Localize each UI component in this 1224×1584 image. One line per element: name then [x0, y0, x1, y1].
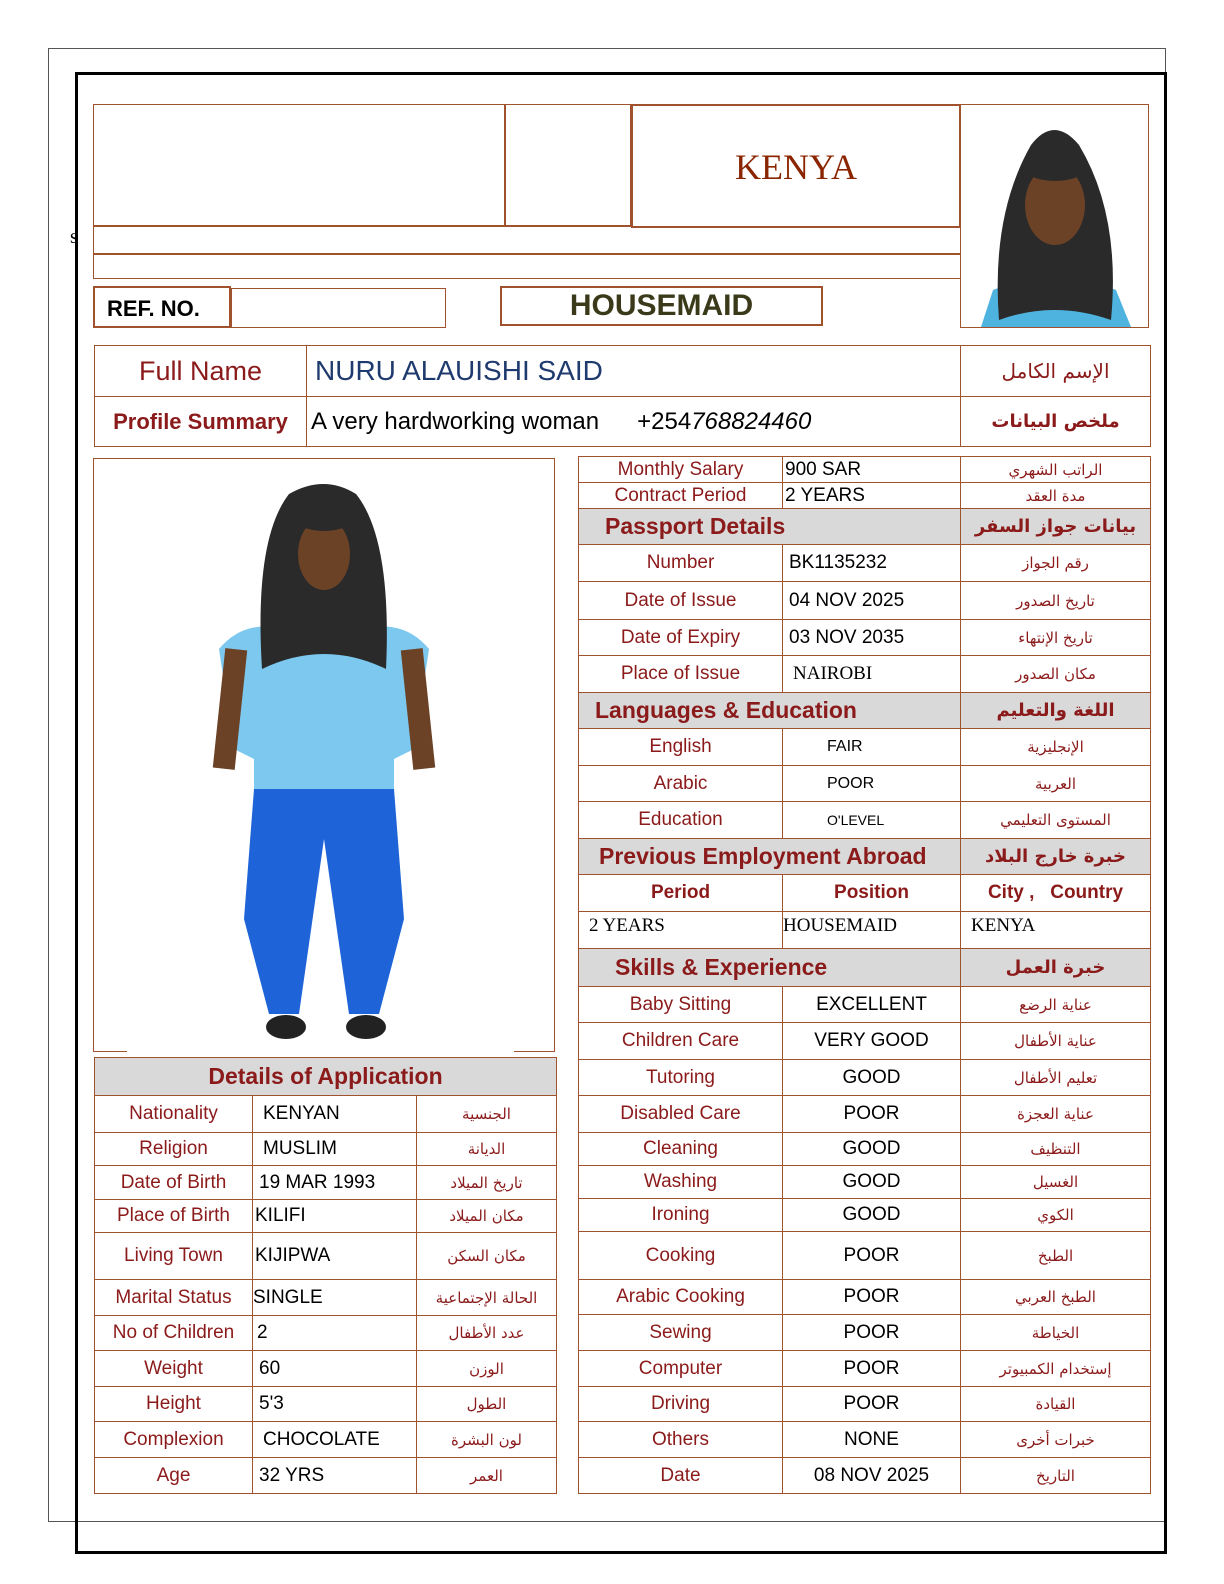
skill-ar: الغسيل [961, 1166, 1151, 1199]
app-value: CHOCOLATE [253, 1422, 417, 1458]
skill-value: VERY GOOD [783, 1023, 961, 1060]
phone-prefix: +254 [637, 407, 692, 435]
position-title: HOUSEMAID [569, 289, 754, 322]
skill-ar: التنظيف [961, 1133, 1151, 1166]
language-value: POOR [783, 766, 961, 802]
phone-number: 768824460 [691, 407, 812, 435]
app-ar: الوزن [417, 1351, 557, 1387]
employment-position: HOUSEMAID [783, 912, 961, 949]
header-strip-1 [93, 226, 961, 254]
app-label: Marital Status [95, 1280, 253, 1316]
passport-ar: رقم الجواز [961, 545, 1151, 582]
passport-title: Passport Details [579, 509, 961, 545]
full-body-photo [93, 458, 555, 1052]
skill-value: GOOD [783, 1133, 961, 1166]
skill-label: Washing [579, 1166, 783, 1199]
passport-label: Place of Issue [579, 656, 783, 693]
app-label: Height [95, 1387, 253, 1422]
app-ar: مكان الميلاد [417, 1200, 557, 1233]
summary-label: Profile Summary [95, 397, 307, 447]
skill-ar: عناية الأطفال [961, 1023, 1151, 1060]
app-label: Age [95, 1458, 253, 1494]
skill-ar: الطبخ [961, 1232, 1151, 1280]
app-ar: الديانة [417, 1133, 557, 1166]
country-box [631, 104, 961, 228]
employment-title: Previous Employment Abroad [579, 839, 961, 875]
app-value: 5'3 [253, 1387, 417, 1422]
application-table [94, 1057, 557, 1494]
app-value: KILIFI [253, 1200, 417, 1233]
app-value: KIJIPWA [253, 1233, 417, 1280]
app-ar: العمر [417, 1458, 557, 1494]
ref-value-box [231, 288, 446, 328]
skill-label: Date [579, 1458, 783, 1494]
portrait-image [961, 105, 1148, 327]
app-value: SINGLE [253, 1280, 417, 1316]
app-ar: مكان السكن [417, 1233, 557, 1280]
passport-value: NAIROBI [783, 656, 961, 693]
app-label: Nationality [95, 1096, 253, 1133]
app-value: MUSLIM [253, 1133, 417, 1166]
passport-ar: تاريخ الإنتهاء [961, 620, 1151, 656]
skill-value: POOR [783, 1387, 961, 1422]
language-label: Education [579, 802, 783, 839]
stray-mark: s [70, 226, 78, 248]
term-value: 2 YEARS [783, 483, 961, 509]
employment-header-period: Period [579, 875, 783, 912]
skill-label: Cooking [579, 1232, 783, 1280]
skill-value: GOOD [783, 1166, 961, 1199]
header-box-mid [505, 104, 631, 226]
skill-value: EXCELLENT [783, 987, 961, 1023]
skill-value: GOOD [783, 1199, 961, 1232]
passport-label: Date of Issue [579, 582, 783, 620]
app-value: 2 [253, 1316, 417, 1351]
summary-ar: ملخص البيانات [961, 397, 1151, 447]
passport-ar: تاريخ الصدور [961, 582, 1151, 620]
skill-label: Others [579, 1422, 783, 1458]
language-value: FAIR [783, 729, 961, 766]
summary-text: A very hardworking woman [311, 407, 600, 435]
skill-ar: إستخدام الكمبيوتر [961, 1351, 1151, 1387]
profile-table [94, 345, 1151, 447]
passport-value: BK1135232 [783, 545, 961, 582]
skills-title-ar: خبرة العمل [961, 949, 1151, 987]
passport-value: 03 NOV 2035 [783, 620, 961, 656]
skill-ar: الخياطة [961, 1315, 1151, 1351]
app-ar: عدد الأطفال [417, 1316, 557, 1351]
employment-period: 2 YEARS [579, 912, 783, 949]
term-label: Contract Period [579, 483, 783, 509]
languages-title-ar: اللغة والتعليم [961, 693, 1151, 729]
passport-label: Number [579, 545, 783, 582]
skill-ar: عناية الرضع [961, 987, 1151, 1023]
skill-label: Computer [579, 1351, 783, 1387]
app-label: Complexion [95, 1422, 253, 1458]
skill-ar: القيادة [961, 1387, 1151, 1422]
photo-corner-left [93, 1051, 127, 1052]
app-value: 32 YRS [253, 1458, 417, 1494]
employment-header-position: Position [783, 875, 961, 912]
skill-ar: الطبخ العربي [961, 1280, 1151, 1315]
passport-value: 04 NOV 2025 [783, 582, 961, 620]
app-value: 19 MAR 1993 [253, 1166, 417, 1200]
skill-label: Baby Sitting [579, 987, 783, 1023]
summary-cell [307, 397, 961, 447]
skill-value: 08 NOV 2025 [783, 1458, 961, 1494]
passport-label: Date of Expiry [579, 620, 783, 656]
language-ar: العربية [961, 766, 1151, 802]
header-strip-2 [93, 254, 961, 279]
country-name: KENYA [735, 147, 857, 187]
skill-value: POOR [783, 1232, 961, 1280]
skill-label: Disabled Care [579, 1096, 783, 1133]
full-name-ar: الإسم الكامل [961, 346, 1151, 397]
photo-corner-right [514, 1051, 555, 1052]
ref-label-box [93, 286, 231, 328]
app-ar: الحالة الإجتماعية [417, 1280, 557, 1316]
app-label: No of Children [95, 1316, 253, 1351]
application-title: Details of Application [95, 1058, 557, 1096]
term-ar: مدة العقد [961, 483, 1151, 509]
skills-title: Skills & Experience [579, 949, 961, 987]
portrait-photo [960, 104, 1149, 328]
full-name-label: Full Name [95, 346, 307, 397]
skill-label: Children Care [579, 1023, 783, 1060]
full-body-image [94, 459, 554, 1053]
skill-label: Tutoring [579, 1060, 783, 1096]
skill-ar: خبرات أخرى [961, 1422, 1151, 1458]
skill-label: Cleaning [579, 1133, 783, 1166]
employment-location: KENYA [961, 912, 1151, 949]
employment-header-location: City , Country [961, 875, 1151, 912]
language-ar: الإنجليزية [961, 729, 1151, 766]
skill-ar: عناية العجزة [961, 1096, 1151, 1133]
language-label: Arabic [579, 766, 783, 802]
ref-label: REF. NO. [107, 296, 200, 321]
languages-title: Languages & Education [579, 693, 961, 729]
passport-title-ar: بيانات جواز السفر [961, 509, 1151, 545]
app-value: KENYAN [253, 1096, 417, 1133]
skill-label: Arabic Cooking [579, 1280, 783, 1315]
skill-value: POOR [783, 1096, 961, 1133]
language-ar: المستوى التعليمي [961, 802, 1151, 839]
skill-ar: الكوي [961, 1199, 1151, 1232]
app-label: Weight [95, 1351, 253, 1387]
term-ar: الراتب الشهري [961, 457, 1151, 483]
skill-value: GOOD [783, 1060, 961, 1096]
skill-value: POOR [783, 1280, 961, 1315]
skill-value: POOR [783, 1315, 961, 1351]
skill-ar: التاريخ [961, 1458, 1151, 1494]
details-table [578, 456, 1151, 1494]
app-ar: الجنسية [417, 1096, 557, 1133]
app-label: Date of Birth [95, 1166, 253, 1200]
app-ar: الطول [417, 1387, 557, 1422]
header-box-left [93, 104, 505, 226]
app-label: Religion [95, 1133, 253, 1166]
app-label: Living Town [95, 1233, 253, 1280]
employment-title-ar: خبرة خارج البلاد [961, 839, 1151, 875]
skill-label: Driving [579, 1387, 783, 1422]
term-value: 900 SAR [783, 457, 961, 483]
term-label: Monthly Salary [579, 457, 783, 483]
language-label: English [579, 729, 783, 766]
skill-value: POOR [783, 1351, 961, 1387]
passport-ar: مكان الصدور [961, 656, 1151, 693]
skill-label: Sewing [579, 1315, 783, 1351]
full-name-value: NURU ALAUISHI SAID [307, 346, 961, 397]
app-ar: تاريخ الميلاد [417, 1166, 557, 1200]
language-value: O'LEVEL [783, 802, 961, 839]
app-label: Place of Birth [95, 1200, 253, 1233]
app-ar: لون البشرة [417, 1422, 557, 1458]
skill-ar: تعليم الأطفال [961, 1060, 1151, 1096]
position-box [500, 286, 823, 326]
skill-value: NONE [783, 1422, 961, 1458]
app-value: 60 [253, 1351, 417, 1387]
skill-label: Ironing [579, 1199, 783, 1232]
